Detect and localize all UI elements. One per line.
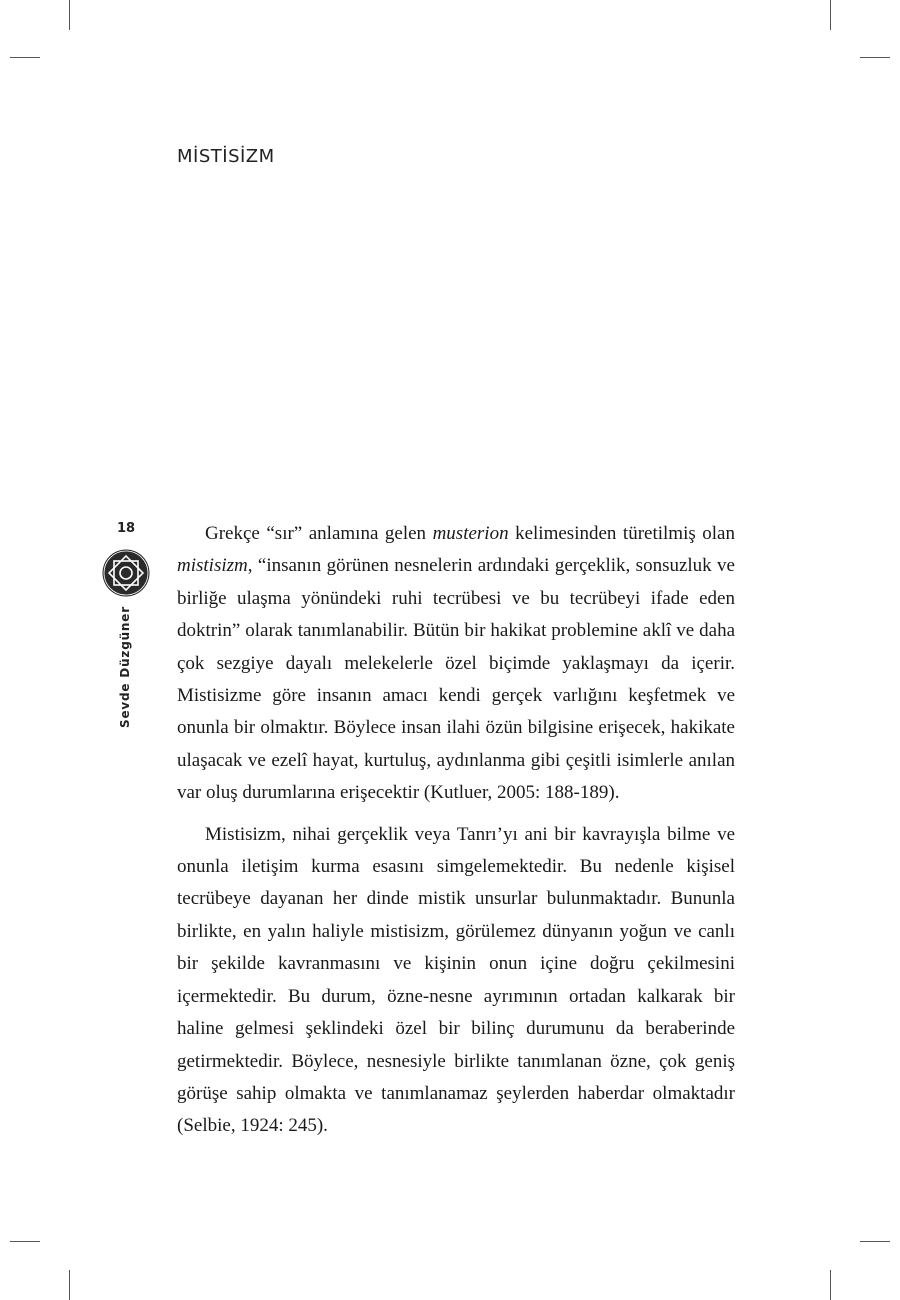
crop-mark <box>830 0 831 30</box>
paragraph <box>177 819 735 1143</box>
italic-term: mistisizm <box>177 555 248 577</box>
paragraph <box>177 518 735 810</box>
crop-mark <box>860 57 890 58</box>
page-number: 18 <box>117 521 136 536</box>
text-run: Grekçe “sır” anlamına gelen <box>205 523 433 544</box>
body-text <box>177 518 735 1143</box>
crop-mark <box>69 0 70 30</box>
crop-mark <box>69 1270 70 1300</box>
crop-mark <box>10 57 40 58</box>
interlaced-square-ornament-icon <box>101 548 151 598</box>
text-run: Mistisizm, nihai gerçeklik veya Tanrı’yı ani bir kavrayışla bilme ve onunla iletişim kurma esasını simgelemektedir. Bu nedenle kişisel tecrübeye dayanan her dinde mistik unsurlar bulunmaktadır. Bununla birlikte, en yalın haliyle mistisizm, görülemez dünyanın yoğun ve canlı bir şekilde kavranmasını ve kişinin onun içine doğru çekilmesini içermektedir. Bu durum, özne-nesne ayrımının ortadan kalkarak bir haline gelmesi şeklindeki özel bir bilinç durumunu da beraberinde getirmektedir. Böylece, nesnesiyle birlikte tanımlanan özne, çok geniş görüşe sahip olmakta ve tanımlanamaz şeylerden haberdar olmaktadır (Selbie, 1924: 245). <box>177 823 735 1137</box>
crop-mark <box>860 1241 890 1242</box>
text-run: , “insanın görünen nesnelerin ardındaki gerçeklik, sonsuzluk ve birliğe ulaşma yönündeki ruhi tecrübesi ve bu tecrübeyi ifade eden doktrin” olarak tanımlanabilir. Bütün bir hakikat problemine aklî ve daha çok sezgiye dayalı melekelerle özel biçimde yaklaşmayı da içerir. Mistisizme göre insanın amacı kendi gerçek varlığını keşfetmek ve onunla bir olmaktır. Böylece insan ilahi özün bilgisine erişecek, hakikate ulaşacak ve ezelî hayat, kurtuluş, aydınlanma gibi çeşitli isimlerle anılan var oluş durumlarına erişecektir (Kutluer, 2005: 188-189). <box>177 555 735 804</box>
italic-term: musterion <box>432 523 509 544</box>
text-run: kelimesinden türetilmiş olan <box>508 523 735 544</box>
crop-mark <box>830 1270 831 1300</box>
running-author: Sevde Düzgüner <box>118 606 132 728</box>
chapter-title: MİSTİSİZM <box>177 146 275 167</box>
crop-mark <box>10 1241 40 1242</box>
